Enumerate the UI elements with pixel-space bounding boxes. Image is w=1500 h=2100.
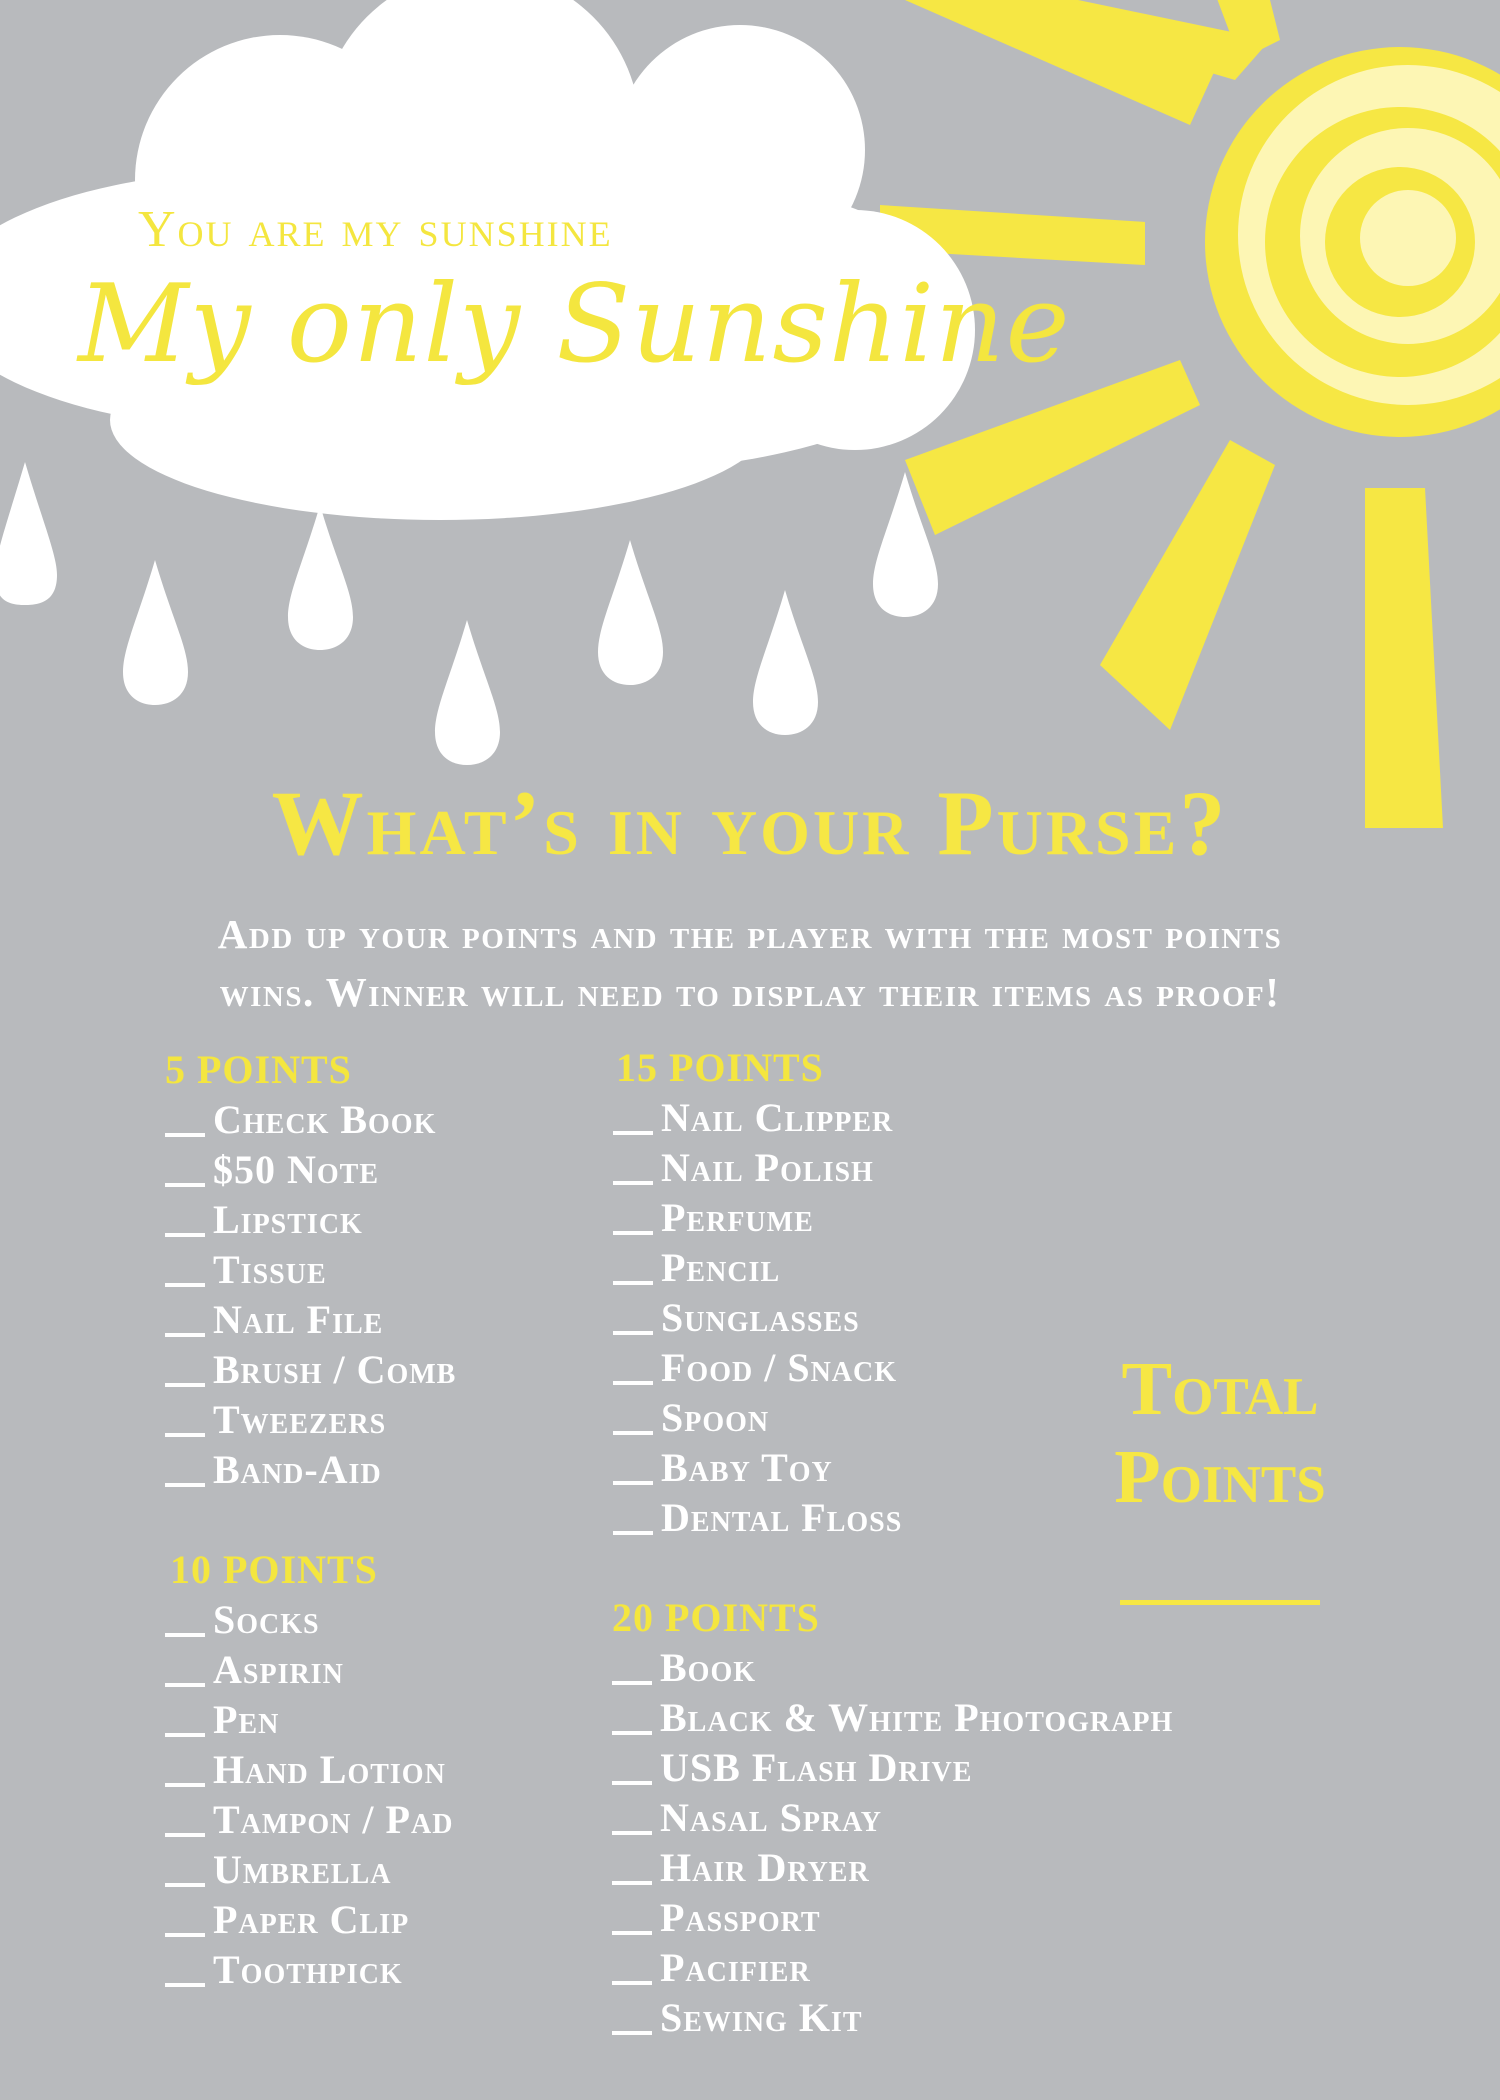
item-label: Toothpick — [213, 1947, 403, 1992]
list-item — [612, 1793, 1173, 1843]
list-item — [612, 1893, 1173, 1943]
item-list — [612, 1643, 1173, 2043]
item-label: Hand Lotion — [213, 1747, 446, 1792]
item-label: Spoon — [661, 1395, 770, 1440]
checkbox-blank — [613, 1281, 653, 1285]
sun-swirl-icon — [1205, 0, 1500, 500]
group-10-points — [170, 1545, 453, 1995]
list-item — [165, 1395, 456, 1445]
item-label: Pen — [213, 1697, 280, 1742]
item-label: Nail File — [213, 1297, 384, 1342]
list-item — [612, 1993, 1173, 2043]
checkbox-blank — [613, 1481, 653, 1485]
instructions-line-2: wins. Winner will need to display their items as proof! — [219, 969, 1281, 1015]
header-line-1: You are my sunshine — [138, 201, 613, 258]
item-label: Perfume — [661, 1195, 814, 1240]
list-item — [612, 1943, 1173, 1993]
group-20-points — [612, 1593, 1173, 2043]
checkbox-blank — [165, 1683, 205, 1687]
item-label: Dental Floss — [661, 1495, 903, 1540]
raindrop-icon — [123, 560, 188, 705]
item-list — [165, 1095, 456, 1495]
checkbox-blank — [165, 1283, 205, 1287]
checkbox-blank — [613, 1531, 653, 1535]
item-label: Lipstick — [213, 1197, 363, 1242]
checkbox-blank — [612, 1781, 652, 1785]
instructions-line-1: Add up your points and the player with the most points — [217, 911, 1283, 957]
list-item — [165, 1145, 456, 1195]
item-label: Hair Dryer — [660, 1845, 870, 1890]
group-title: 10 POINTS — [170, 1547, 378, 1592]
checkbox-blank — [612, 1681, 652, 1685]
checkbox-blank — [165, 1783, 205, 1787]
list-item — [165, 1845, 453, 1895]
list-item — [613, 1093, 902, 1143]
checkbox-blank — [612, 1931, 652, 1935]
item-label: Food / Snack — [661, 1345, 898, 1390]
checkbox-blank — [165, 1333, 205, 1337]
list-item — [613, 1493, 902, 1543]
item-label: Tweezers — [213, 1397, 387, 1442]
list-item — [165, 1895, 453, 1945]
checkbox-blank — [165, 1183, 205, 1187]
list-item — [165, 1595, 453, 1645]
checkbox-blank — [165, 1233, 205, 1237]
item-list — [165, 1595, 453, 1995]
item-label: Baby Toy — [661, 1445, 833, 1490]
item-label: $50 Note — [213, 1147, 380, 1192]
list-item — [613, 1443, 902, 1493]
item-label: Pacifier — [660, 1945, 811, 1990]
checkbox-blank — [165, 1733, 205, 1737]
item-label: USB Flash Drive — [660, 1745, 973, 1790]
checkbox-blank — [165, 1483, 205, 1487]
raindrop-icon — [753, 590, 818, 735]
item-label: Tampon / Pad — [213, 1797, 454, 1842]
list-item — [165, 1645, 453, 1695]
raindrop-icon — [288, 505, 353, 650]
list-item — [165, 1345, 456, 1395]
checkbox-blank — [165, 1133, 205, 1137]
list-item — [165, 1245, 456, 1295]
instructions — [0, 905, 1500, 1021]
item-label: Brush / Comb — [213, 1347, 457, 1392]
list-item — [613, 1343, 902, 1393]
checkbox-blank — [613, 1381, 653, 1385]
checkbox-blank — [612, 2031, 652, 2035]
list-item — [612, 1643, 1173, 1693]
item-list — [613, 1093, 902, 1543]
checkbox-blank — [613, 1331, 653, 1335]
item-label: Pencil — [661, 1245, 781, 1290]
raindrop-icon — [598, 540, 663, 685]
list-item — [165, 1095, 456, 1145]
list-item — [165, 1195, 456, 1245]
checkbox-blank — [165, 1933, 205, 1937]
item-label: Passport — [660, 1895, 821, 1940]
item-label: Umbrella — [213, 1847, 392, 1892]
list-item — [613, 1393, 902, 1443]
list-item — [613, 1243, 902, 1293]
raindrop-icon — [0, 462, 57, 605]
checkbox-blank — [165, 1983, 205, 1987]
list-item — [612, 1743, 1173, 1793]
page-title: What’s in your Purse? — [271, 772, 1229, 874]
header-line-2: My only Sunshine — [78, 262, 1071, 387]
group-title: 20 POINTS — [612, 1595, 820, 1640]
checkbox-blank — [165, 1633, 205, 1637]
list-item — [165, 1295, 456, 1345]
item-label: Tissue — [213, 1247, 327, 1292]
item-label: Nail Polish — [661, 1145, 874, 1190]
item-label: Sunglasses — [661, 1295, 860, 1340]
list-item — [613, 1143, 902, 1193]
checkbox-blank — [612, 1831, 652, 1835]
list-item — [612, 1843, 1173, 1893]
checkbox-blank — [165, 1833, 205, 1837]
item-label: Nasal Spray — [660, 1795, 883, 1840]
list-item — [613, 1293, 902, 1343]
item-label: Paper Clip — [213, 1897, 410, 1942]
list-item — [165, 1445, 456, 1495]
checkbox-blank — [165, 1883, 205, 1887]
total-points-label — [1040, 1345, 1400, 1521]
item-label: Nail Clipper — [661, 1095, 894, 1140]
sun-ray — [1100, 440, 1275, 730]
item-label: Aspirin — [213, 1647, 344, 1692]
item-label: Check Book — [213, 1097, 437, 1142]
checkbox-blank — [165, 1383, 205, 1387]
item-label: Black & White Photograph — [660, 1695, 1174, 1740]
list-item — [612, 1693, 1173, 1743]
group-15-points — [613, 1043, 902, 1543]
list-item — [165, 1945, 453, 1995]
list-item — [165, 1695, 453, 1745]
group-title: 5 POINTS — [165, 1047, 352, 1092]
checkbox-blank — [612, 1881, 652, 1885]
sun-ray — [905, 0, 1215, 125]
checkbox-blank — [613, 1181, 653, 1185]
checkbox-blank — [612, 1981, 652, 1985]
total-points-blank — [1120, 1600, 1320, 1605]
total-line-1: Total — [1121, 1347, 1319, 1431]
item-label: Socks — [213, 1597, 320, 1642]
group-5-points — [165, 1045, 456, 1495]
item-label: Book — [660, 1645, 757, 1690]
group-title: 15 POINTS — [616, 1045, 824, 1090]
checkbox-blank — [165, 1433, 205, 1437]
list-item — [165, 1795, 453, 1845]
checkbox-blank — [613, 1231, 653, 1235]
checkbox-blank — [612, 1731, 652, 1735]
list-item — [613, 1193, 902, 1243]
cloud-icon — [0, 0, 975, 520]
item-label: Sewing Kit — [660, 1995, 863, 2040]
raindrop-icon — [435, 620, 500, 765]
checkbox-blank — [613, 1431, 653, 1435]
list-item — [165, 1745, 453, 1795]
item-label: Band-Aid — [213, 1447, 382, 1492]
checkbox-blank — [613, 1131, 653, 1135]
total-line-2: Points — [1114, 1435, 1326, 1519]
